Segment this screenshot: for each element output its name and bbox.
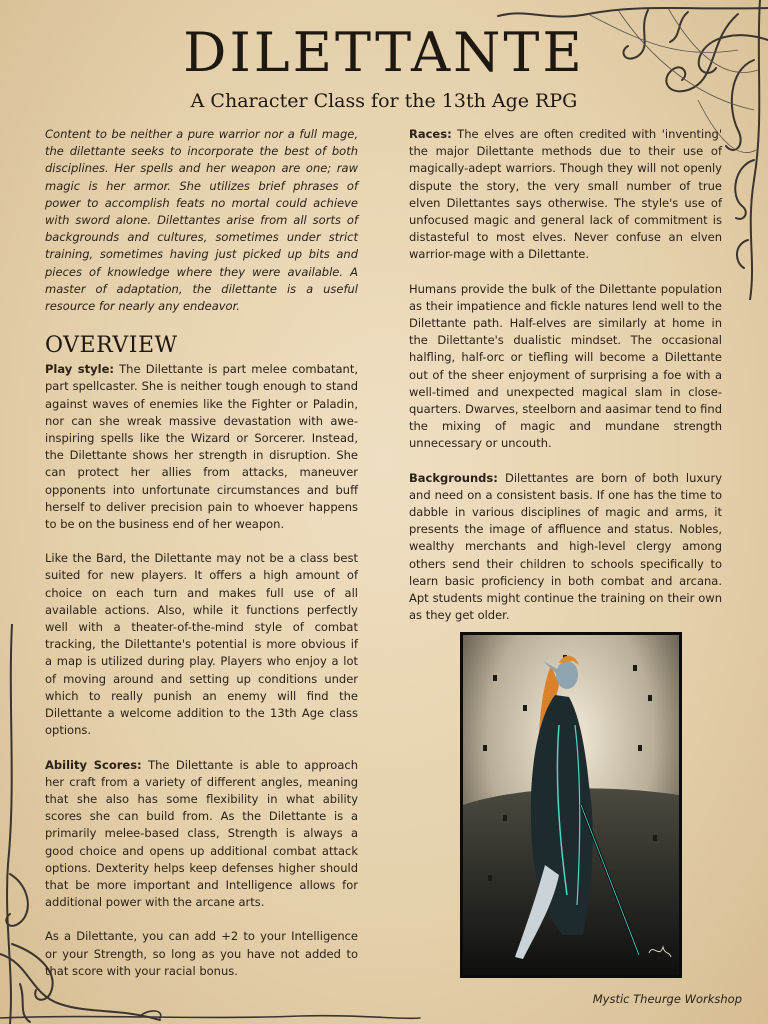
humans-paragraph: Humans provide the bulk of the Dilettante population as their impatience and fickle natures lend well to the Dilettante path. Half-elves are similarly at home in the Dilettante's dualistic mindset. The occasional halfling, half-orc or tiefling will become a Dilettante out of the sheer enjoyment of surprising a foe with a well-timed and unexpected magical slam in close-quarters. Dwarves, steelborn and aasimar tend to find the mixing of magic and mundane strength unnecessary or uncouth. xyxy=(409,281,722,451)
races-paragraph xyxy=(409,126,722,264)
footer-credit: Mystic Theurge Workshop xyxy=(592,992,742,1006)
backgrounds-paragraph xyxy=(409,470,722,625)
play-style-text: The Dilettante is part melee combatant, part spellcaster. She is neither tough enough to stand against waves of enemies like the Fighter or Paladin, nor can she wreak massive devastation with awe-inspiring spells like the Wizard or Sorcerer. Instead, the Dilettante shows her strength in disruption. She can protect her allies from attacks, maneuver opponents into unfortunate circumstances and buff herself to deliver precision pain to whoever happens to be on the business end of her weapon. xyxy=(45,362,358,532)
intro-paragraph: Content to be neither a pure warrior nor a full mage, the dilettante seeks to incorporate the best of both disciplines. Her spells and her weapon are one; raw magic is her armor. She utilizes brief phrases of power to accomplish feats no mortal could achieve with sword alone. Dilettantes arise from all sorts of backgrounds and cultures, sometimes under strict training, sometimes having just picked up bits and pieces of knowledge where they were available. A master of adaptation, the dilettante is a useful resource for nearly any endeavor. xyxy=(45,127,358,314)
overview-heading: OVERVIEW xyxy=(45,333,178,359)
left-column xyxy=(45,126,358,997)
backgrounds-lead: Backgrounds: xyxy=(409,470,498,485)
races-text: The elves are often credited with 'inventing' the major Dilettante methods due to their use of magically-adept warriors. Though they will not openly dispute the story, the very small number of true elven Dilettantes says otherwise. The style's use of unfocused magic and general lack of commitment is distasteful to most elves. Never confuse an elven warrior-mage with a Dilettante. xyxy=(409,127,722,262)
ability-scores-lead: Ability Scores: xyxy=(45,757,142,772)
ability-scores-paragraph xyxy=(45,757,358,912)
character-illustration xyxy=(460,632,682,978)
backgrounds-text: Dilettantes are born of both luxury and need on a consistent basis. If one has the time to dabble in various disciplines of magic and arms, it presents the image of affluence and status. Nobles, wealthy merchants and high-level clergy among others send their children to schools specifically to learn basic proficiency in both combat and arcana. Apt students might continue the training on their own as they get older. xyxy=(409,470,722,623)
right-column xyxy=(409,126,722,641)
bard-paragraph: Like the Bard, the Dilettante may not be a class best suited for new players. It offers a high amount of choice on each turn and makes full use of all available actions. Also, while it functions perfectly well with a theater-of-the-mind style of combat tracking, the Dilettante's potential is more obvious if a map is utilized during play. Players who enjoy a lot of moving around and setting up conditions under which to really punish an enemy will find the Dilettante a welcome addition to the 13th Age class options. xyxy=(45,551,358,738)
play-style-paragraph xyxy=(45,361,358,533)
page-title: DILETTANTE xyxy=(183,21,585,84)
races-lead: Races: xyxy=(409,127,452,141)
page-subtitle: A Character Class for the 13th Age RPG xyxy=(190,90,578,112)
ability-scores-text: The Dilettante is able to approach her craft from a variety of different angles, meaning that she also has some flexibility in what ability scores she can build from. As the Dilettante is a primarily melee-based class, Strength is always a good choice and opens up additional combat attack options. Dexterity helps keep defenses higher should that be more important and Intelligence allows for additional power with the arcane arts. xyxy=(45,757,358,910)
elf-dilettante-artwork xyxy=(463,635,679,975)
ability-bonus-paragraph: As a Dilettante, you can add +2 to your Intelligence or your Strength, so long as you have not added to that score with your racial bonus. xyxy=(45,929,358,978)
play-style-lead: Play style: xyxy=(45,362,114,377)
